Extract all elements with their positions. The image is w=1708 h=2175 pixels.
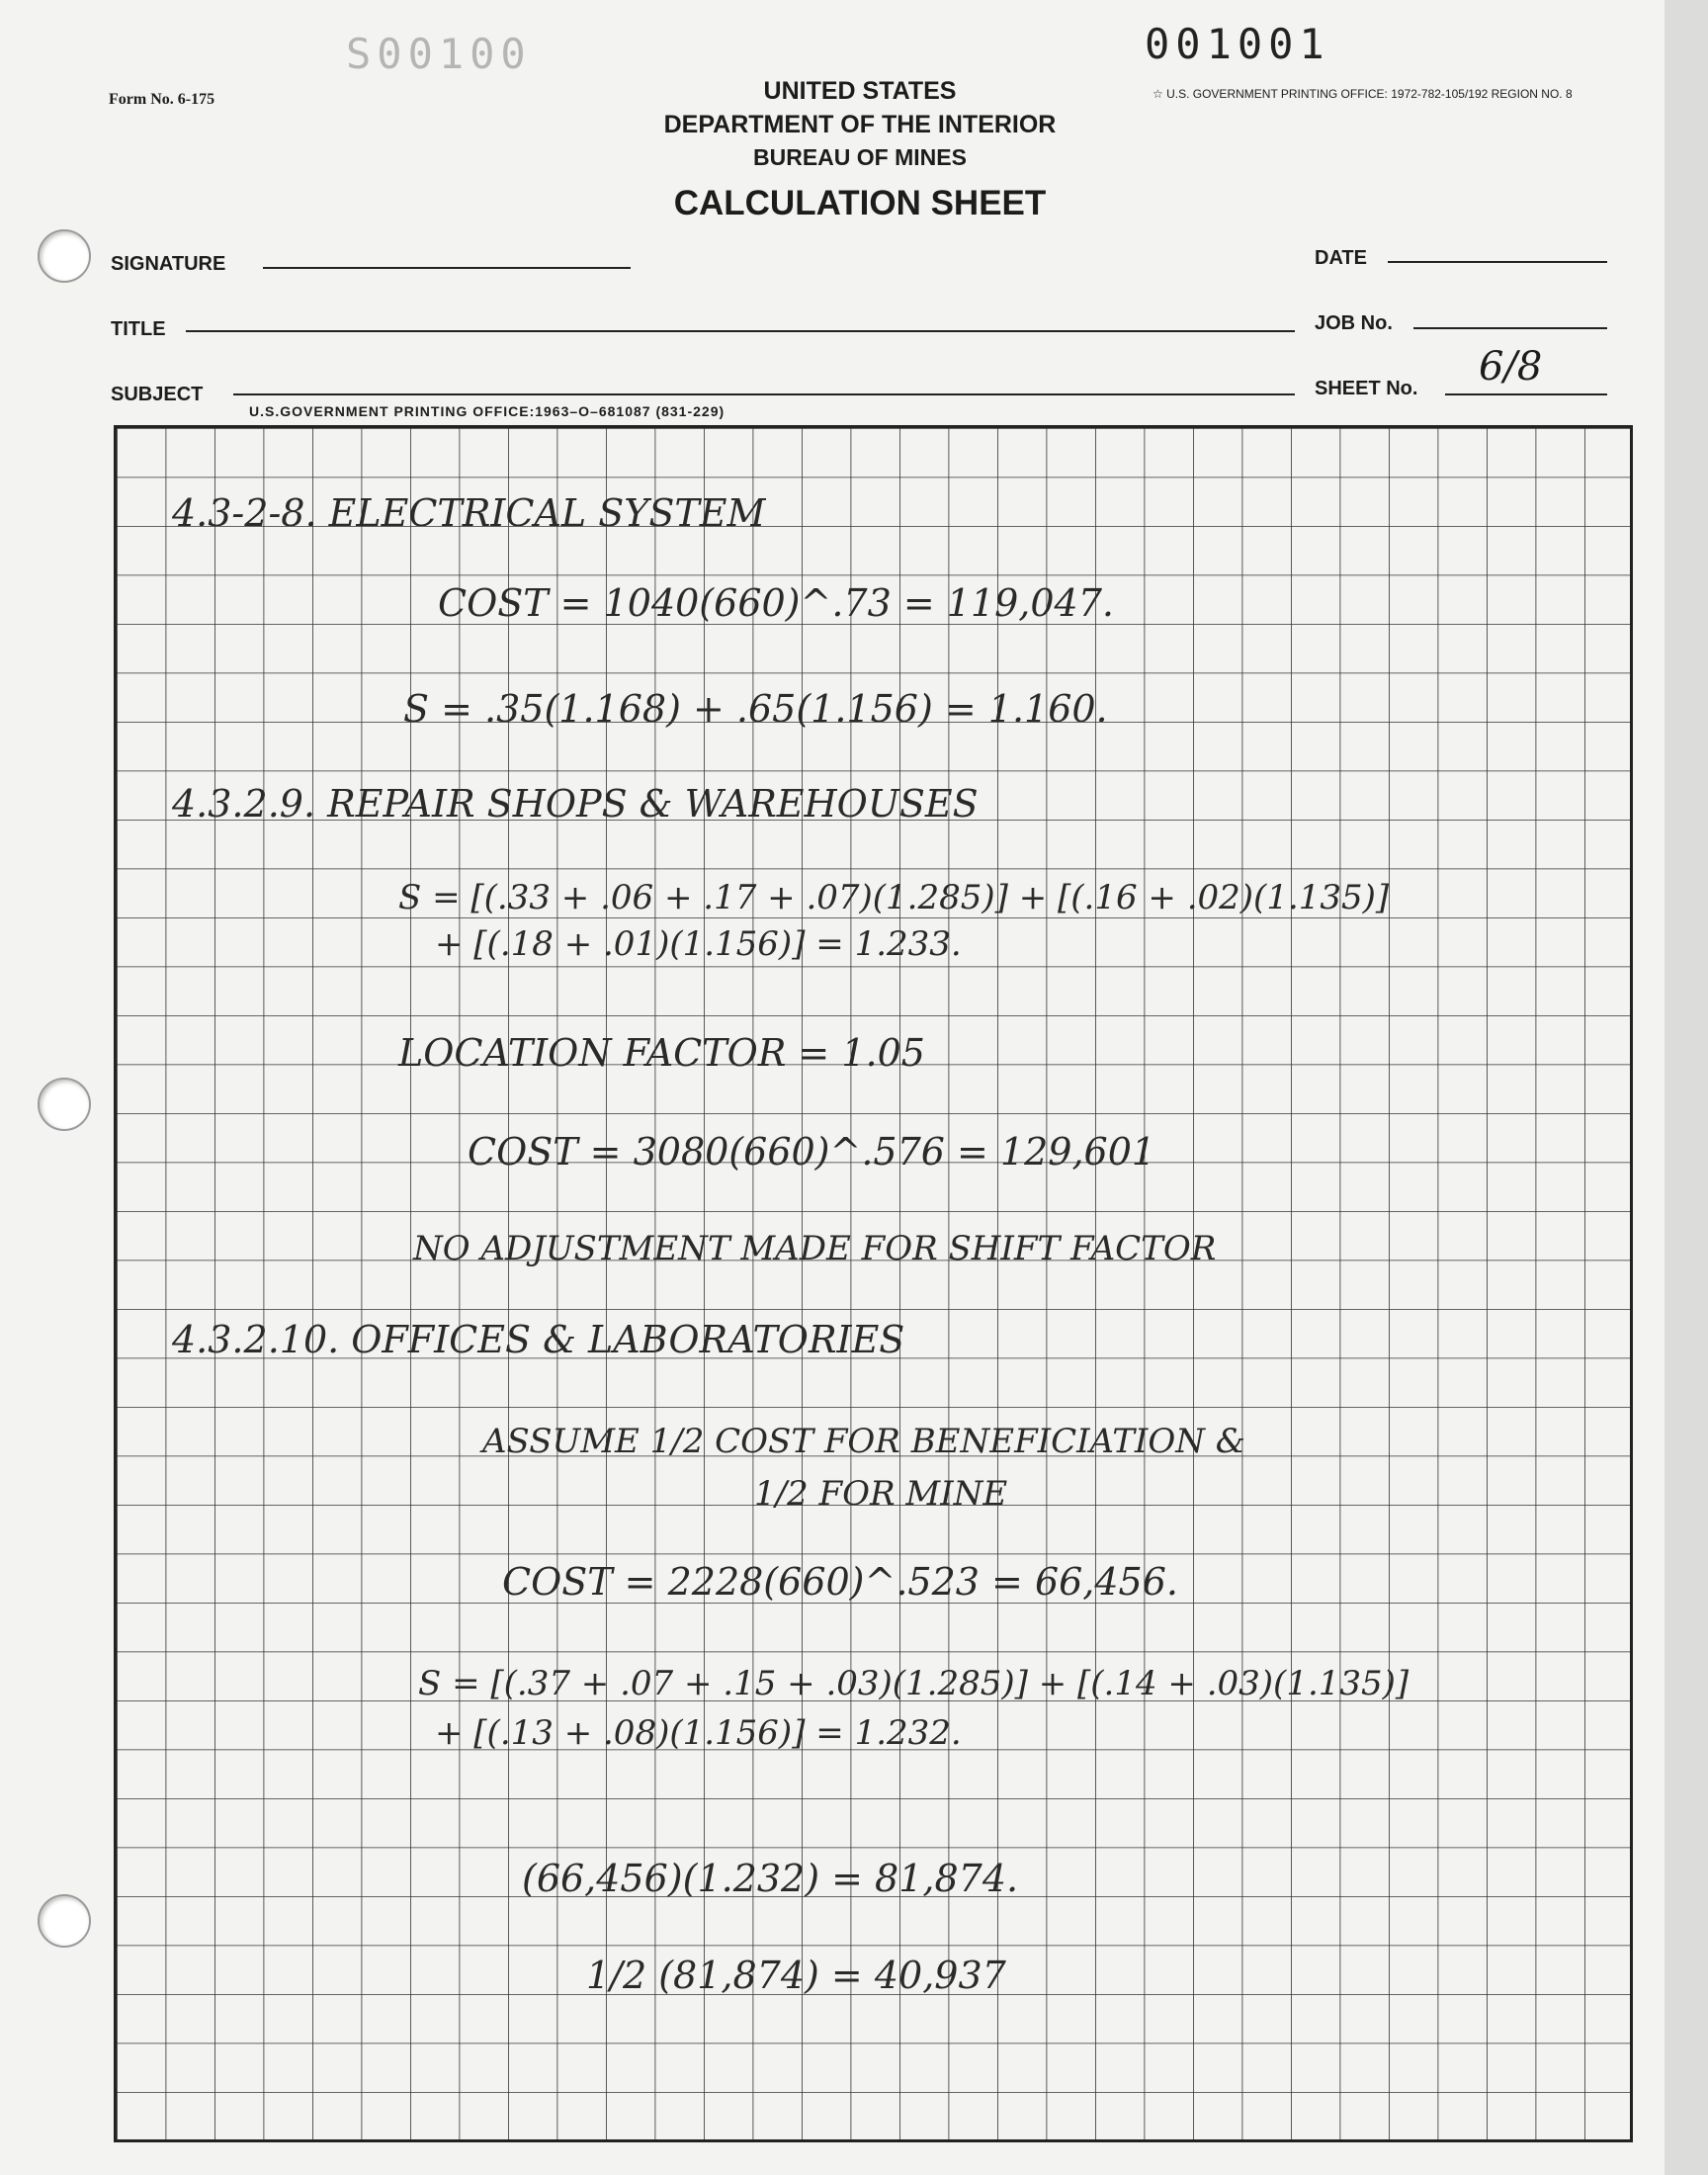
section-4-3-2-9-heading: 4.3.2.9. REPAIR SHOPS & WAREHOUSES — [172, 782, 979, 826]
half-cost-equation: 1/2 (81,874) = 40,937 — [586, 1954, 1006, 1997]
electrical-cost-equation: COST = 1040(660)^.73 = 119,047. — [438, 581, 1114, 625]
electrical-s-equation: S = .35(1.168) + .65(1.156) = 1.160. — [403, 687, 1108, 731]
graph-grid — [114, 425, 1633, 2142]
sheet-number-line — [1445, 393, 1607, 395]
offices-s-equation-line-1: S = [(.37 + .07 + .15 + .03)(1.285)] + [(.14 + .03)(1.135)] — [418, 1664, 1409, 1703]
section-4-3-2-10-heading: 4.3.2.10. OFFICES & LABORATORIES — [172, 1318, 905, 1361]
job-number-label: JOB No. — [1315, 312, 1393, 334]
agency-line-1: UNITED STATES — [763, 77, 957, 105]
page-edge — [1665, 0, 1708, 2175]
binder-hole-bottom — [38, 1894, 91, 1948]
title-line — [186, 330, 1295, 332]
agency-line-3: BUREAU OF MINES — [753, 144, 967, 170]
adjusted-cost-equation: (66,456)(1.232) = 81,874. — [522, 1857, 1019, 1900]
section-4-3-2-8-heading: 4.3-2-8. ELECTRICAL SYSTEM — [172, 491, 766, 535]
stamp-left: S00100 — [346, 30, 532, 78]
agency-line-2: DEPARTMENT OF THE INTERIOR — [663, 111, 1057, 138]
sheet-number-value: 6/8 — [1479, 344, 1543, 390]
assumption-line-1: ASSUME 1/2 COST FOR BENEFICIATION & — [482, 1422, 1246, 1461]
sheet-number-label: SHEET No. — [1315, 378, 1418, 399]
page-title: CALCULATION SHEET — [673, 184, 1047, 222]
subject-label: SUBJECT — [111, 384, 204, 405]
repair-s-equation-line-2: + [(.18 + .01)(1.156)] = 1.233. — [435, 924, 962, 964]
repair-cost-equation: COST = 3080(660)^.576 = 129,601 — [468, 1130, 1156, 1174]
gpo-note: ☆ U.S. GOVERNMENT PRINTING OFFICE: 1972-782-105/192 REGION NO. 8 — [1153, 87, 1573, 101]
gpo-line: U.S.GOVERNMENT PRINTING OFFICE:1963–O–681087 (831-229) — [249, 403, 726, 419]
repair-s-equation-line-1: S = [(.33 + .06 + .17 + .07)(1.285)] + [(.16 + .02)(1.135)] — [398, 878, 1390, 917]
signature-label: SIGNATURE — [111, 253, 226, 275]
signature-line — [263, 267, 631, 269]
offices-s-equation-line-2: + [(.13 + .08)(1.156)] = 1.232. — [435, 1713, 962, 1753]
subject-line — [233, 393, 1295, 395]
title-label: TITLE — [111, 318, 166, 340]
form-number: Form No. 6-175 — [109, 91, 215, 108]
shift-factor-note: NO ADJUSTMENT MADE FOR SHIFT FACTOR — [413, 1229, 1217, 1268]
job-number-line — [1413, 327, 1607, 329]
assumption-line-2: 1/2 FOR MINE — [754, 1474, 1008, 1514]
location-factor: LOCATION FACTOR = 1.05 — [398, 1031, 925, 1075]
binder-hole-top — [38, 229, 91, 283]
date-label: DATE — [1315, 247, 1367, 269]
stamp-right: 001001 — [1145, 20, 1330, 68]
offices-cost-equation: COST = 2228(660)^.523 = 66,456. — [502, 1560, 1178, 1604]
binder-hole-middle — [38, 1078, 91, 1131]
date-line — [1388, 261, 1607, 263]
